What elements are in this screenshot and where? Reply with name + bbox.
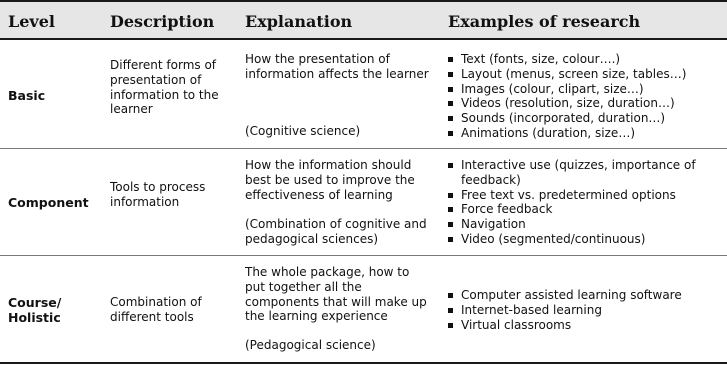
row-basic-description: Different forms of presentation of information to the learner	[110, 58, 219, 117]
list-item: Video (segmented/continuous)	[447, 232, 722, 247]
row-basic-explanation: How the presentation of information affects the learner	[245, 52, 429, 81]
row-course-description: Combination of different tools	[110, 295, 202, 324]
row-component-level: Component	[8, 195, 89, 210]
list-item: Images (colour, clipart, size…)	[447, 82, 722, 97]
list-item: Free text vs. predetermined options	[447, 188, 722, 203]
row-divider	[0, 148, 727, 149]
bullet-icon	[448, 57, 453, 62]
bullet-icon	[448, 193, 453, 198]
list-item: Force feedback	[447, 202, 722, 217]
list-item: Virtual classrooms	[447, 318, 722, 333]
list-item: Text (fonts, size, colour….)	[447, 52, 722, 67]
bullet-icon	[448, 293, 453, 298]
row-component-examples-list	[447, 158, 722, 247]
list-item: Interactive use (quizzes, importance of feedback)	[447, 158, 722, 188]
bullet-icon	[448, 101, 453, 106]
header-examples: Examples of research	[448, 12, 641, 31]
bullet-icon	[448, 163, 453, 168]
bullet-icon	[448, 323, 453, 328]
list-item: Navigation	[447, 217, 722, 232]
row-component-explanation: How the information should best be used to improve the effectiveness of learning	[245, 158, 415, 202]
bullet-icon	[448, 72, 453, 77]
bullet-icon	[448, 207, 453, 212]
row-course-level: Course/ Holistic	[8, 295, 62, 325]
bullet-icon	[448, 131, 453, 136]
list-item: Animations (duration, size…)	[447, 126, 722, 141]
header-level: Level	[8, 12, 55, 31]
bullet-icon	[448, 116, 453, 121]
row-course-explanation-note: (Pedagogical science)	[245, 338, 376, 352]
row-basic-level: Basic	[8, 88, 46, 103]
row-course-explanation: The whole package, how to put together all the components that will make up the learning experience	[245, 265, 427, 324]
list-item: Layout (menus, screen size, tables…)	[447, 67, 722, 82]
row-basic-explanation-note: (Cognitive science)	[245, 124, 361, 138]
row-divider	[0, 255, 727, 256]
bullet-icon	[448, 87, 453, 92]
list-item: Videos (resolution, size, duration…)	[447, 96, 722, 111]
list-item: Computer assisted learning software	[447, 288, 722, 303]
bullet-icon	[448, 222, 453, 227]
list-item: Internet-based learning	[447, 303, 722, 318]
row-basic-examples-list	[447, 52, 722, 141]
bullet-icon	[448, 308, 453, 313]
bullet-icon	[448, 237, 453, 242]
list-item: Sounds (incorporated, duration…)	[447, 111, 722, 126]
row-course-examples-list	[447, 288, 722, 332]
table-header	[0, 0, 727, 40]
row-component-explanation-note: (Combination of cognitive and pedagogical sciences)	[245, 217, 427, 246]
header-explanation: Explanation	[245, 12, 353, 31]
row-component-description: Tools to process information	[110, 180, 206, 209]
table-bottom-rule	[0, 362, 727, 364]
header-description: Description	[110, 12, 215, 31]
